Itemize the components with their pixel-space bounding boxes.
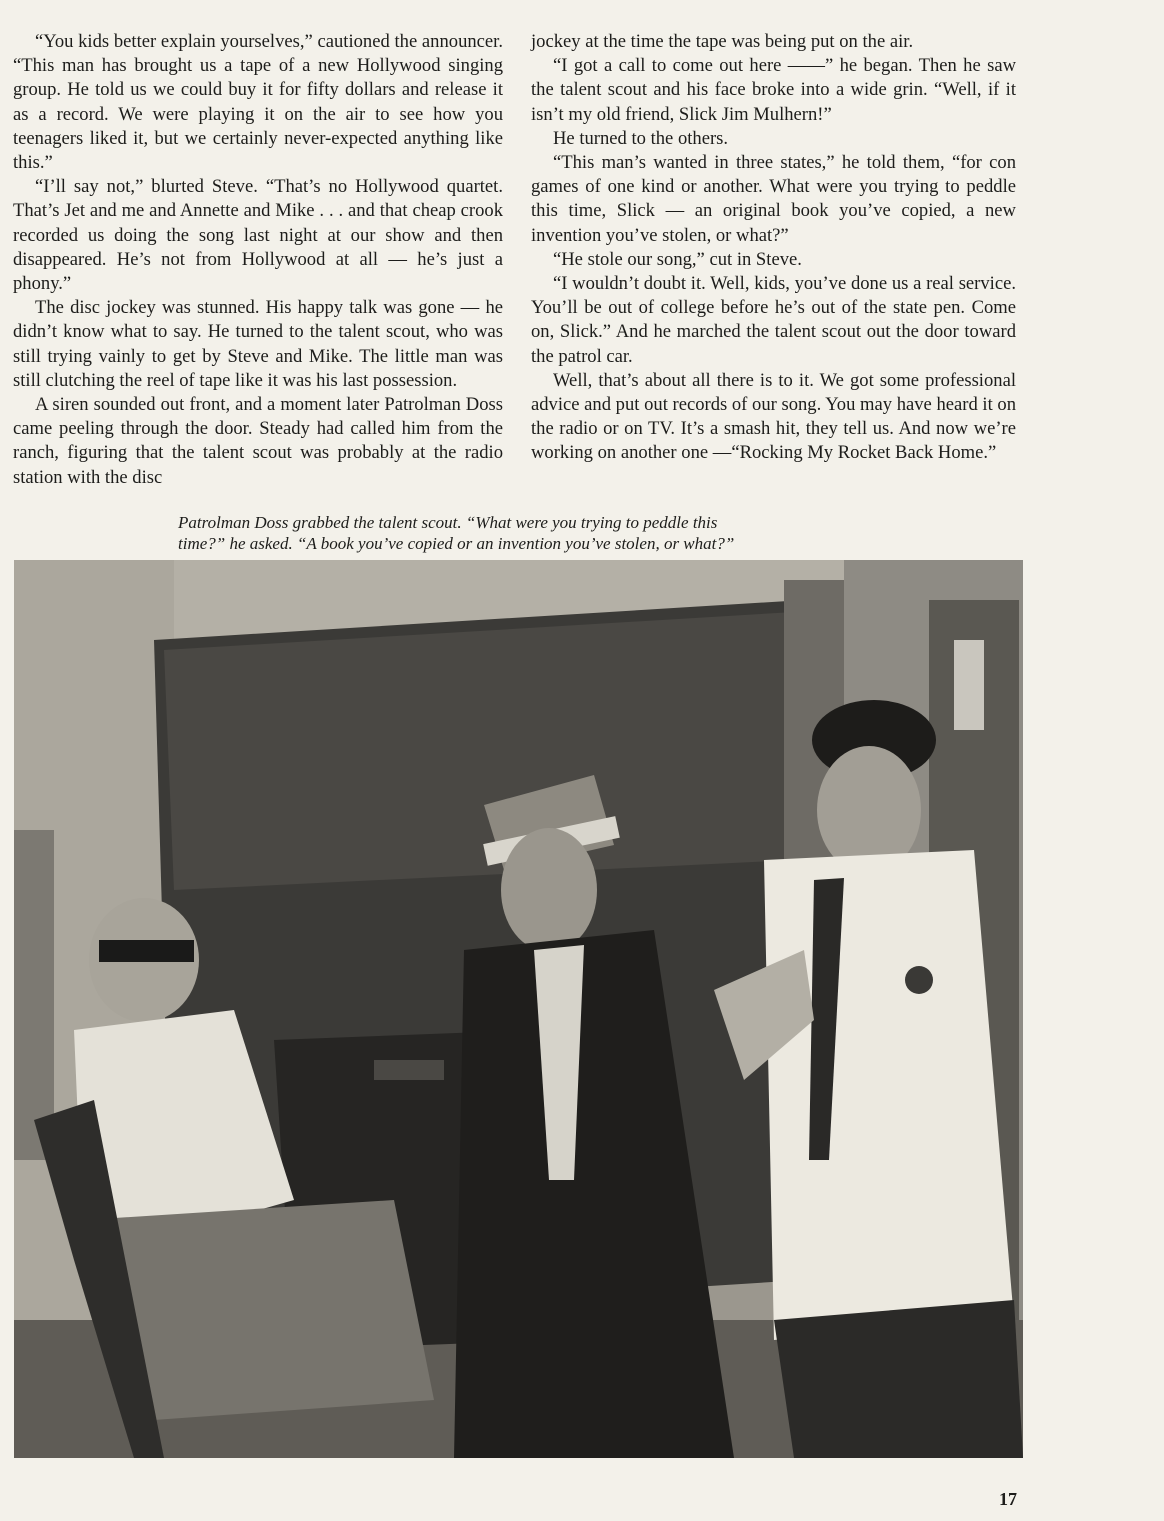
right-text-column bbox=[531, 30, 1016, 466]
page-number: 17 bbox=[999, 1489, 1017, 1509]
paragraph: Well, that’s about all there is to it. We got some professional advice and put out records of our song. You may have heard it on the radio or on TV. It’s a smash hit, they tell us. And now we’re working on another one —“Rocking My Rocket Back Home.” bbox=[531, 369, 1016, 464]
paragraph: “I wouldn’t doubt it. Well, kids, you’ve done us a real service. You’ll be out of college before he’s out of the state pen. Come on, Slick.” And he marched the talent scout out the door toward the patrol car. bbox=[531, 273, 1016, 367]
paragraph: He turned to the others. bbox=[553, 127, 729, 149]
photo-caption bbox=[178, 512, 898, 554]
photo-illustration bbox=[14, 560, 1023, 1458]
photograph bbox=[14, 560, 1023, 1458]
caption-line: time?” he asked. “A book you’ve copied or an invention you’ve stolen, or what?” bbox=[178, 534, 735, 553]
caption-line: Patrolman Doss grabbed the talent scout. “What were you trying to peddle this bbox=[178, 513, 718, 532]
paragraph: “You kids better explain yourselves,” cautioned the announcer. “This man has brought us a tape of a new Hollywood singing group. He told us we could buy it for fifty dollars and release it as a record. We were playing it on the air to see how you teenagers liked it, but we certainly never-expected anything like this.” bbox=[13, 31, 503, 174]
paragraph: “I got a call to come out here ——” he began. Then he saw the talent scout and his face broke into a wide grin. “Well, if it isn’t my old friend, Slick Jim Mulhern!” bbox=[531, 55, 1016, 125]
left-text-column bbox=[13, 30, 503, 490]
paragraph: A siren sounded out front, and a moment later Patrolman Doss came peeling through the door. Steady had called him from the ranch, figuring that the talent scout was probably at the radio station with the disc bbox=[13, 394, 503, 488]
paragraph: “He stole our song,” cut in Steve. bbox=[553, 248, 802, 270]
paragraph: “I’ll say not,” blurted Steve. “That’s no Hollywood quartet. That’s Jet and me and Annette and Mike . . . and that cheap crook recorded us doing the song last night at our show and then disappeared. He’s not from Hollywood at all — he’s just a phony.” bbox=[13, 176, 503, 295]
paragraph: “This man’s wanted in three states,” he told them, “for con games of one kind or another. What were you trying to peddle this time, Slick — an original book you’ve copied, a new invention you’ve stolen, or what?” bbox=[531, 152, 1016, 246]
paragraph: The disc jockey was stunned. His happy talk was gone — he didn’t know what to say. He turned to the talent scout, who was still trying vainly to get by Steve and Mike. The little man was still clutching the reel of tape like it was his last possession. bbox=[13, 297, 503, 391]
paragraph: jockey at the time the tape was being put on the air. bbox=[531, 31, 914, 52]
